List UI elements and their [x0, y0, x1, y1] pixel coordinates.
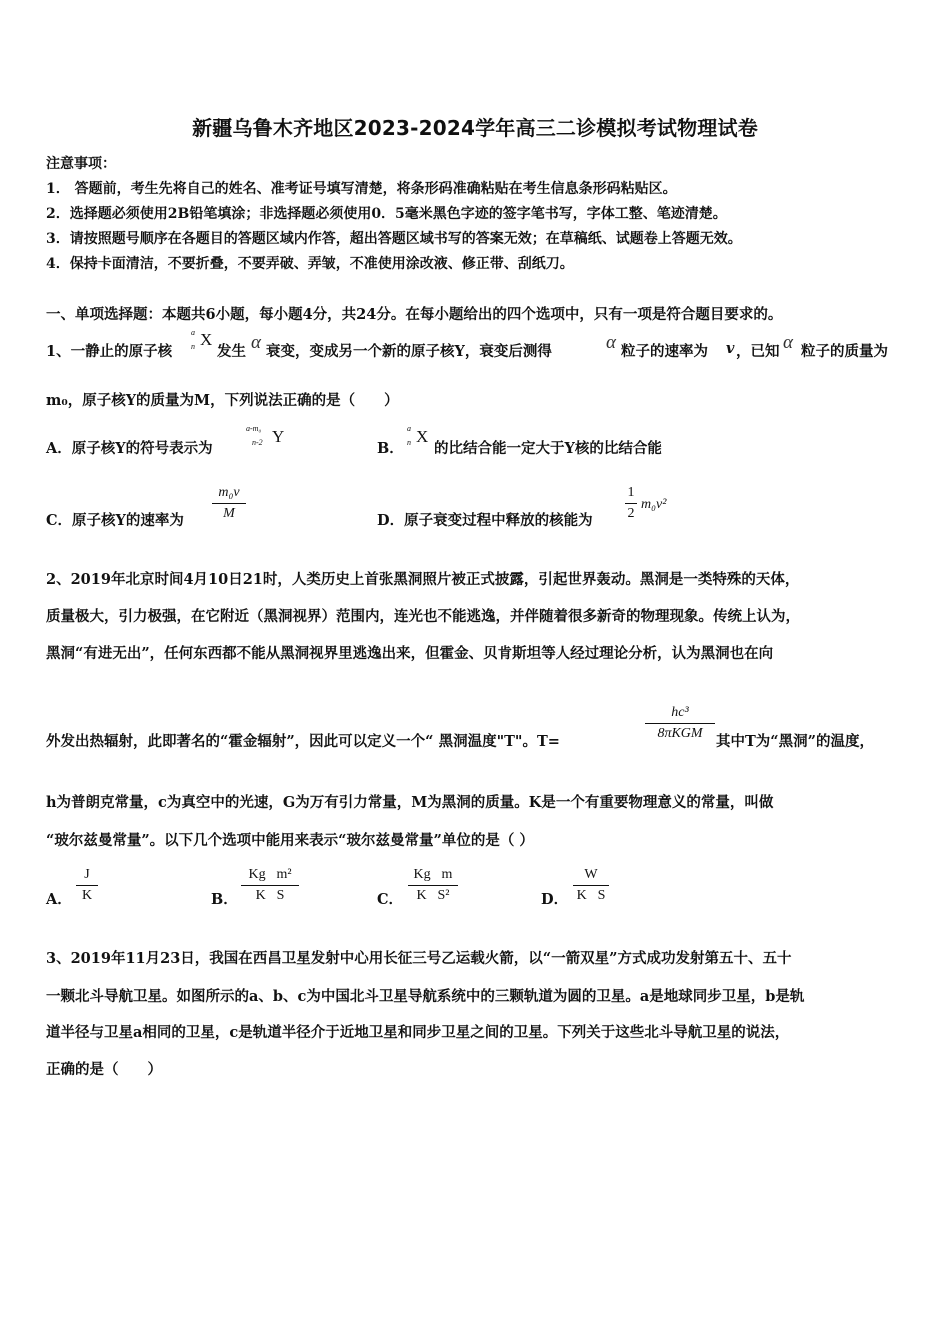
option-c: C． — [377, 891, 404, 908]
fraction-denominator: K⃞S² — [416, 888, 450, 903]
fraction-numerator: Kg⃞m² — [248, 867, 292, 882]
fraction-numerator: J — [84, 867, 90, 882]
fraction-denominator: 8πKGM — [657, 726, 703, 741]
nucleus-symbol: Y — [272, 427, 285, 446]
option-a: A．原子核Y的符号表示为 — [46, 440, 213, 457]
option-b: B． — [211, 891, 238, 908]
page-title: 新疆乌鲁木齐地区2023-2024学年高三二诊模拟考试物理试卷 — [192, 116, 758, 140]
nucleus-charge-number: n — [407, 438, 411, 447]
option-b: B． — [377, 440, 404, 457]
question-1-text: ，已知 — [736, 343, 780, 360]
fraction-bar — [625, 503, 637, 504]
notice-item: 3．请按照题号顺序在各题目的答题区域内作答，超出答题区域书写的答案无效；在草稿纸、试题卷上答题无效。 — [46, 231, 742, 247]
nucleus-y-symbol — [246, 424, 296, 452]
section-heading: 一、单项选择题：本题共6小题，每小题4分，共24分。在每小题给出的四个选项中，只有一项是符合题目要求的。 — [46, 306, 783, 323]
notice-item: 1． 答题前，考生先将自己的姓名、准考证号填写清楚，将条形码准确粘贴在考生信息条形码粘贴区。 — [46, 181, 677, 197]
nucleus-x-symbol — [404, 424, 434, 452]
nucleus-mass-number: a-m₀ — [246, 424, 262, 433]
question-2-line: 其中T为“黑洞”的温度， — [716, 733, 874, 750]
alpha-symbol: α — [251, 332, 261, 353]
hawking-temperature-formula — [645, 704, 715, 743]
question-1-text: 粒子的质量为 — [801, 343, 888, 360]
fraction-denominator: M — [223, 506, 235, 521]
nucleus-symbol: X — [416, 427, 429, 446]
question-3-line: 道半径与卫星a相同的卫星，c是轨道半径介于近地卫星和同步卫星之间的卫星。下列关于这些北斗导航卫星的说法， — [46, 1024, 790, 1041]
fraction-denominator: K — [81, 888, 93, 903]
alpha-symbol: α — [783, 332, 793, 353]
nucleus-charge-number: n-2 — [252, 438, 263, 447]
fraction-bar — [645, 723, 715, 724]
nucleus-mass-number: a — [191, 328, 195, 337]
question-2-line: 黑洞“有进无出”，任何东西都不能从黑洞视界里逃逸出来，但霍金、贝肯斯坦等人经过理论分析，认为黑洞也在向 — [46, 645, 774, 662]
nucleus-mass-number: a — [407, 424, 411, 433]
fraction-denominator: K⃞S — [576, 888, 606, 903]
fraction-numerator: Kg⃞m — [413, 867, 453, 882]
fraction-bar — [573, 885, 609, 886]
fraction-denominator: 2 — [627, 506, 635, 521]
fraction-denominator: K⃞S — [255, 888, 285, 903]
option-a: A． — [46, 891, 72, 908]
question-2-line: 外发出热辐射，此即著名的“霍金辐射”，因此可以定义一个“ 黑洞温度"T"。T= — [46, 733, 560, 750]
alpha-symbol: α — [606, 332, 616, 353]
fraction-bar — [212, 503, 246, 504]
unit-fraction-d — [573, 866, 609, 905]
fraction-half — [625, 484, 637, 523]
question-2-line: 质量极大，引力极强，在它附近（黑洞视界）范围内，连光也不能逃逸，并伴随着很多新奇的物理现象。传统上认为， — [46, 608, 800, 625]
fraction-numerator: 1 — [627, 485, 635, 500]
question-1-text: 衰变，变成另一个新的原子核Y，衰变后测得 — [266, 343, 552, 360]
question-1-text: 发生 — [217, 343, 246, 360]
option-c: C．原子核Y的速率为 — [46, 512, 184, 529]
notice-item: 4．保持卡面清洁，不要折叠，不要弄破、弄皱，不准使用涂改液、修正带、刮纸刀。 — [46, 256, 574, 272]
question-1-text: 粒子的速率为 — [621, 343, 708, 360]
fraction-numerator: m₀v — [218, 485, 240, 500]
question-1-text-start: 1、一静止的原子核 — [46, 343, 173, 360]
notice-heading: 注意事项： — [46, 156, 116, 172]
unit-fraction-a — [76, 866, 98, 905]
fraction-bar — [408, 885, 458, 886]
option-d: D．原子衰变过程中释放的核能为 — [377, 512, 593, 529]
fraction-numerator: W — [584, 867, 598, 882]
velocity-symbol: v — [726, 340, 735, 357]
nucleus-symbol: X — [200, 330, 213, 349]
option-b-text: 的比结合能一定大于Y核的比结合能 — [434, 440, 662, 457]
option-d: D． — [541, 891, 569, 908]
fraction-bar — [76, 885, 98, 886]
question-2-line: 2、2019年北京时间4月10日21时，人类历史上首张黑洞照片被正式披露，引起世界轰动。黑洞是一类特殊的天体， — [46, 571, 800, 588]
question-3-line: 正确的是（ ） — [46, 1061, 162, 1078]
fraction-velocity — [212, 484, 246, 523]
question-1-text-line2: m₀，原子核Y的质量为M，下列说法正确的是（ ） — [46, 392, 399, 409]
energy-expression: m₀v² — [641, 497, 667, 512]
fraction-numerator: hc³ — [671, 705, 689, 720]
nucleus-charge-number: n — [191, 342, 195, 351]
nucleus-x-symbol — [188, 328, 218, 354]
question-3-line: 3、2019年11月23日，我国在西昌卫星发射中心用长征三号乙运载火箭，以“一箭双星”方式成功发射第五十、五十 — [46, 950, 792, 967]
question-2-line: h为普朗克常量，c为真空中的光速，G为万有引力常量，M为黑洞的质量。K是一个有重要物理意义的常量，叫做 — [46, 794, 774, 811]
notice-item: 2．选择题必须使用2B铅笔填涂；非选择题必须使用0．5毫米黑色字迹的签字笔书写，字体工整、笔迹清楚。 — [46, 206, 727, 222]
question-2-line: “玻尔兹曼常量”。以下几个选项中能用来表示“玻尔兹曼常量”单位的是（ ） — [46, 832, 534, 849]
fraction-bar — [241, 885, 299, 886]
question-3-line: 一颗北斗导航卫星。如图所示的a、b、c为中国北斗卫星导航系统中的三颗轨道为圆的卫星。a是地球同步卫星，b是轨 — [46, 988, 805, 1005]
unit-fraction-c — [408, 866, 458, 905]
unit-fraction-b — [241, 866, 299, 905]
